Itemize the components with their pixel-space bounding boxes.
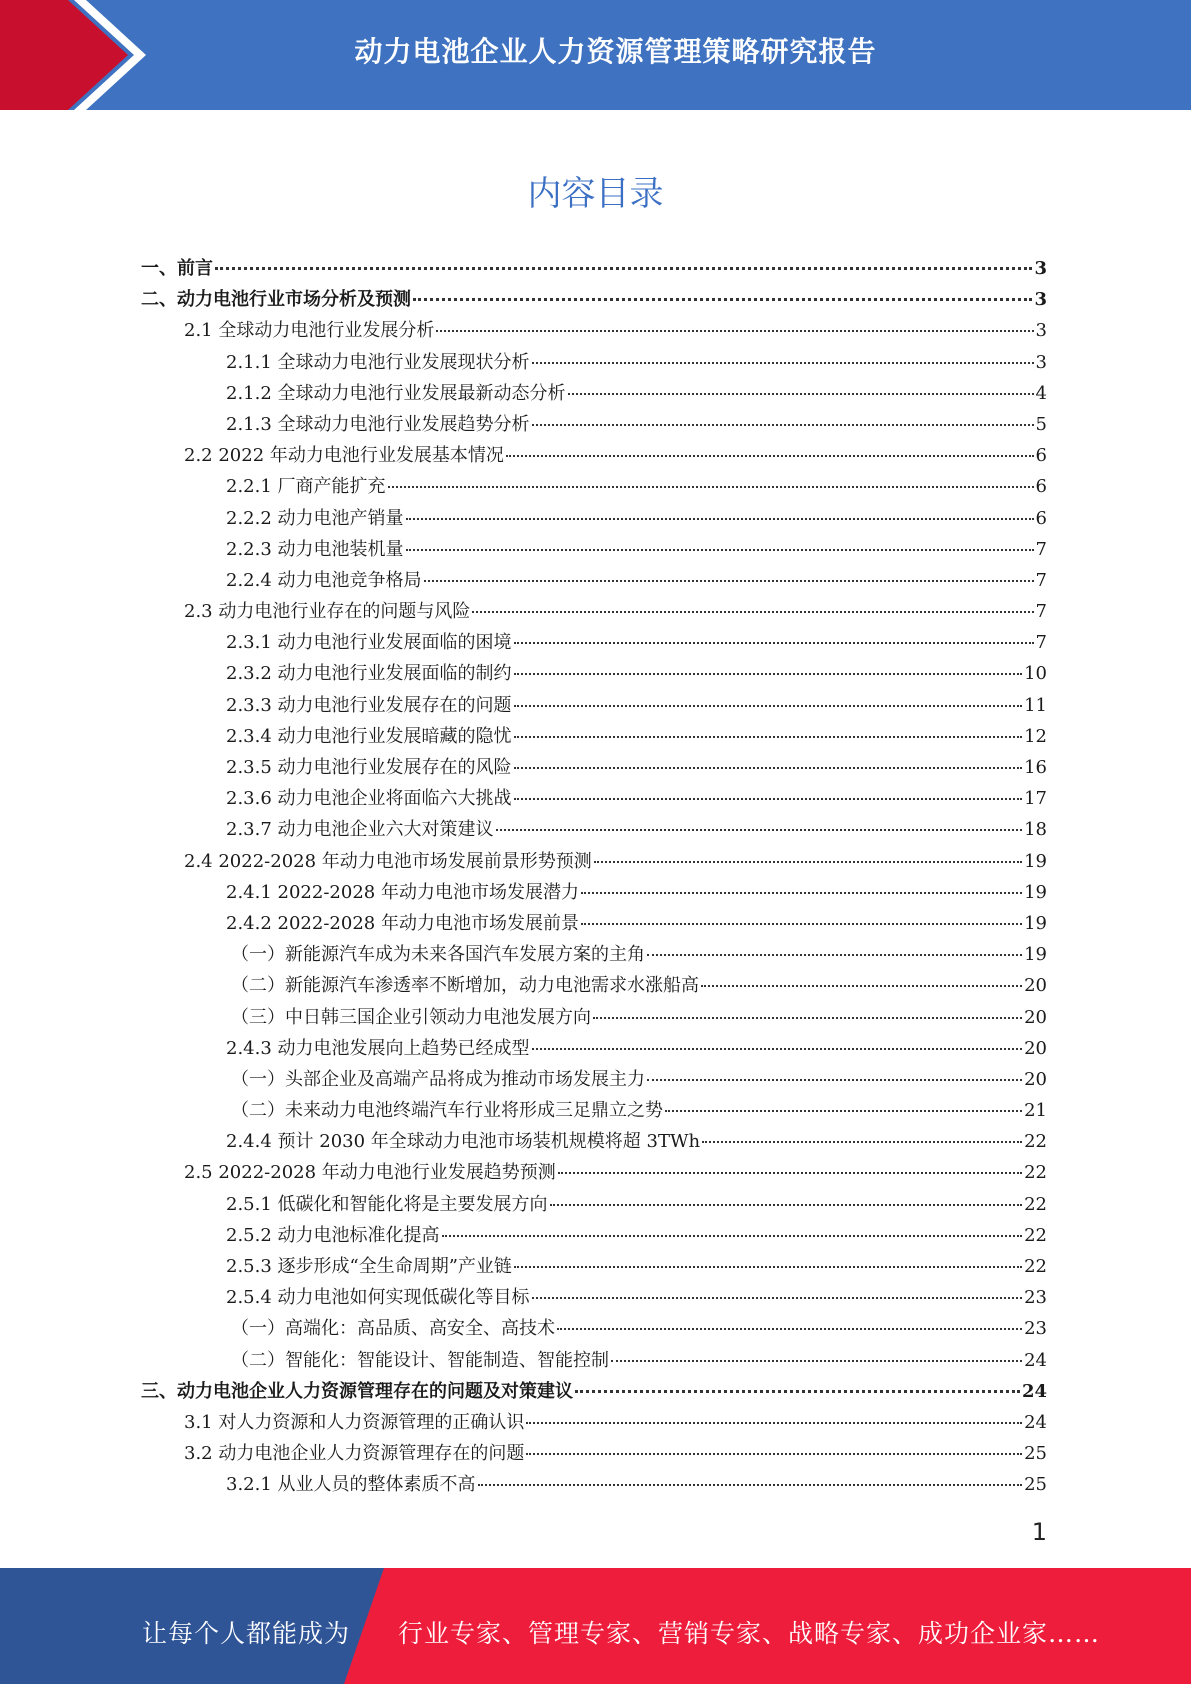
toc-entry[interactable]: [141, 1377, 1047, 1408]
toc-entry-label: （二）新能源汽车渗透率不断增加，动力电池需求水涨船高: [231, 975, 699, 997]
toc-dot-leader: [702, 1141, 1022, 1143]
toc-entry[interactable]: [141, 1470, 1047, 1501]
toc-entry-page: 3: [1035, 351, 1047, 373]
toc-dot-leader: [557, 1328, 1022, 1330]
toc-dot-leader: [436, 330, 1033, 332]
toc-entry[interactable]: [141, 628, 1047, 659]
toc-entry-label: 2.5 2022-2028 年动力电池行业发展趋势预测: [184, 1162, 556, 1184]
toc-dot-leader: [478, 1484, 1023, 1486]
toc-entry-page: 11: [1024, 694, 1047, 716]
toc-entry-label: （三）中日韩三国企业引领动力电池发展方向: [231, 1006, 591, 1028]
toc-entry-label: 3.2 动力电池企业人力资源管理存在的问题: [184, 1443, 525, 1465]
toc-entry[interactable]: [141, 1283, 1047, 1314]
toc-entry[interactable]: [141, 472, 1047, 503]
toc-entry-label: （二）智能化：智能设计、智能制造、智能控制: [231, 1349, 609, 1371]
toc-dot-leader: [514, 673, 1023, 675]
toc-entry-page: 22: [1024, 1193, 1047, 1215]
toc-entry-label: 2.3.6 动力电池企业将面临六大挑战: [226, 788, 512, 810]
toc-dot-leader: [514, 642, 1034, 644]
toc-entry-page: 20: [1024, 1037, 1047, 1059]
toc-entry-page: 19: [1024, 944, 1047, 966]
toc-dot-leader: [442, 1235, 1023, 1237]
toc-entry[interactable]: [141, 1127, 1047, 1158]
toc-entry[interactable]: [141, 597, 1047, 628]
toc-entry-label: 2.1.2 全球动力电池行业发展最新动态分析: [226, 382, 566, 404]
toc-entry-page: 20: [1024, 1006, 1047, 1028]
toc-entry[interactable]: [141, 254, 1047, 285]
toc-entry[interactable]: [141, 1034, 1047, 1065]
page-number: 1: [1031, 1518, 1047, 1546]
toc-dot-leader: [575, 1390, 1020, 1393]
toc-dot-leader: [558, 1172, 1022, 1174]
toc-entry-label: 2.1.3 全球动力电池行业发展趋势分析: [226, 413, 530, 435]
toc-entry[interactable]: [141, 1158, 1047, 1189]
toc-entry-label: 2.3.5 动力电池行业发展存在的风险: [226, 757, 512, 778]
toc-entry[interactable]: [141, 285, 1047, 316]
toc-entry-page: 6: [1035, 476, 1047, 498]
toc-dot-leader: [550, 1204, 1023, 1206]
toc-entry-page: 18: [1024, 819, 1047, 841]
toc-entry-page: 24: [1024, 1349, 1047, 1371]
toc-entry-label: 二、动力电池行业市场分析及预测: [141, 289, 411, 311]
toc-entry[interactable]: [141, 909, 1047, 940]
toc-dot-leader: [388, 486, 1034, 488]
toc-entry-label: 2.2.4 动力电池竞争格局: [226, 569, 422, 591]
toc-entry[interactable]: [141, 535, 1047, 566]
toc-entry-page: 7: [1035, 538, 1047, 560]
toc-entry-label: 2.3.1 动力电池行业发展面临的困境: [226, 632, 512, 654]
toc-entry-label: 2.1.1 全球动力电池行业发展现状分析: [226, 351, 530, 373]
toc-dot-leader: [496, 829, 1023, 831]
report-title: 动力电池企业人力资源管理策略研究报告: [354, 35, 877, 68]
toc-entry[interactable]: [141, 722, 1047, 753]
toc-entry[interactable]: [141, 1408, 1047, 1439]
toc-entry-label: 2.2.1 厂商产能扩充: [226, 476, 386, 498]
toc-entry-label: 2.5.1 低碳化和智能化将是主要发展方向: [226, 1193, 548, 1215]
toc-dot-leader: [506, 455, 1034, 457]
toc-entry-page: 6: [1035, 507, 1047, 529]
toc-entry[interactable]: [141, 1314, 1047, 1345]
toc-entry-page: 22: [1024, 1162, 1047, 1184]
toc-dot-leader: [526, 1453, 1022, 1455]
toc-dot-leader: [581, 892, 1022, 894]
toc-entry-label: 2.4 2022-2028 年动力电池市场发展前景形势预测: [184, 850, 592, 872]
toc-entry[interactable]: [141, 410, 1047, 441]
toc-dot-leader: [472, 611, 1033, 613]
toc-dot-leader: [532, 424, 1034, 426]
toc-entry[interactable]: [141, 659, 1047, 690]
toc-entry-page: 20: [1024, 1068, 1047, 1090]
toc-entry-label: 3.1 对人力资源和人力资源管理的正确认识: [184, 1411, 525, 1433]
toc-entry-label: 一、前言: [141, 258, 213, 279]
toc-entry-page: 12: [1024, 725, 1047, 747]
toc-dot-leader: [526, 1422, 1022, 1424]
toc-entry-label: 2.3 动力电池行业存在的问题与风险: [184, 601, 471, 623]
toc-entry-page: 20: [1024, 975, 1047, 997]
toc-entry-page: 23: [1024, 1287, 1047, 1309]
toc-entry-label: 2.3.7 动力电池企业六大对策建议: [226, 819, 494, 841]
page-footer: [0, 1568, 1191, 1684]
toc-entry-page: 19: [1024, 850, 1047, 872]
toc-entry-label: 2.3.3 动力电池行业发展存在的问题: [226, 694, 512, 716]
footer-slogan: 让每个人都能成为: [142, 1619, 351, 1648]
toc-entry[interactable]: [141, 971, 1047, 1002]
toc-entry-label: 2.5.3 逐步形成“全生命周期”产业链: [226, 1256, 512, 1277]
toc-dot-leader: [514, 1266, 1022, 1268]
toc-entry-label: 2.3.4 动力电池行业发展暗藏的隐忧: [226, 725, 512, 747]
toc-entry[interactable]: [141, 815, 1047, 846]
toc-entry[interactable]: [141, 847, 1047, 878]
toc-entry-page: 10: [1024, 663, 1047, 685]
toc-entry-page: 22: [1024, 1256, 1047, 1277]
toc-entry[interactable]: [141, 1065, 1047, 1096]
toc-dot-leader: [406, 518, 1034, 520]
toc-dot-leader: [215, 267, 1032, 270]
toc-entry-page: 4: [1035, 382, 1047, 404]
toc-entry[interactable]: [141, 348, 1047, 379]
toc-entry-page: 22: [1024, 1131, 1047, 1153]
toc-dot-leader: [665, 1110, 1022, 1112]
toc-entry[interactable]: [141, 784, 1047, 815]
toc-entry-page: 25: [1024, 1474, 1047, 1496]
toc-dot-leader: [593, 1017, 1022, 1019]
toc-entry[interactable]: [141, 379, 1047, 410]
toc-entry[interactable]: [141, 1190, 1047, 1221]
toc-entry[interactable]: [141, 441, 1047, 472]
toc-entry[interactable]: [141, 1346, 1047, 1377]
toc-dot-leader: [514, 767, 1023, 769]
toc-entry-label: 2.4.4 预计 2030 年全球动力电池市场装机规模将超 3TWh: [226, 1131, 701, 1153]
toc-entry-page: 7: [1035, 601, 1047, 623]
toc-entry-page: 16: [1024, 757, 1047, 778]
page-header: [0, 0, 1191, 110]
toc-heading: 内容目录: [527, 174, 664, 214]
toc-dot-leader: [413, 298, 1032, 301]
toc-entry-page: 3: [1034, 289, 1047, 311]
toc-entry-page: 19: [1024, 912, 1047, 934]
toc-entry-label: 2.2.2 动力电池产销量: [226, 507, 404, 529]
toc-entry[interactable]: [141, 940, 1047, 971]
toc-entry-label: 2.5.2 动力电池标准化提高: [226, 1224, 440, 1246]
toc-entry-page: 3: [1035, 320, 1047, 342]
toc-entry[interactable]: [141, 316, 1047, 347]
toc-entry-label: 2.2 2022 年动力电池行业发展基本情况: [184, 445, 504, 467]
toc-dot-leader: [568, 393, 1034, 395]
table-of-contents: [141, 254, 1047, 1502]
toc-entry-label: 3.2.1 从业人员的整体素质不高: [226, 1474, 476, 1496]
toc-dot-leader: [532, 362, 1034, 364]
toc-entry-page: 17: [1024, 788, 1047, 810]
toc-entry[interactable]: [141, 504, 1047, 535]
toc-entry[interactable]: [141, 878, 1047, 909]
toc-entry-label: 2.1 全球动力电池行业发展分析: [184, 320, 435, 342]
toc-entry-label: 2.4.2 2022-2028 年动力电池市场发展前景: [226, 912, 579, 934]
footer-roles: 行业专家、管理专家、营销专家、战略专家、成功企业家……: [398, 1619, 1101, 1648]
toc-entry-label: （一）头部企业及高端产品将成为推动市场发展主力: [231, 1068, 645, 1090]
toc-entry[interactable]: [141, 1003, 1047, 1034]
toc-entry-label: 2.4.3 动力电池发展向上趋势已经成型: [226, 1037, 530, 1059]
toc-entry-label: 2.5.4 动力电池如何实现低碳化等目标: [226, 1287, 530, 1309]
toc-entry-page: 23: [1024, 1318, 1047, 1340]
toc-dot-leader: [514, 798, 1023, 800]
toc-entry-label: （一）新能源汽车成为未来各国汽车发展方案的主角: [231, 944, 645, 966]
toc-entry-page: 3: [1034, 258, 1047, 279]
toc-entry[interactable]: [141, 566, 1047, 597]
toc-entry-page: 7: [1035, 569, 1047, 591]
toc-dot-leader: [647, 1079, 1022, 1081]
toc-entry-page: 21: [1024, 1100, 1047, 1122]
toc-entry-label: 2.4.1 2022-2028 年动力电池市场发展潜力: [226, 881, 579, 903]
toc-entry-label: 三、动力电池企业人力资源管理存在的问题及对策建议: [141, 1380, 573, 1402]
toc-entry[interactable]: [141, 1439, 1047, 1470]
toc-entry[interactable]: [141, 1221, 1047, 1252]
toc-entry-page: 22: [1024, 1224, 1047, 1246]
toc-entry-page: 25: [1024, 1443, 1047, 1465]
toc-entry[interactable]: [141, 753, 1047, 784]
toc-dot-leader: [647, 954, 1022, 956]
toc-entry-label: （二）未来动力电池终端汽车行业将形成三足鼎立之势: [231, 1100, 663, 1122]
toc-entry-page: 19: [1024, 881, 1047, 903]
toc-dot-leader: [406, 549, 1034, 551]
toc-dot-leader: [611, 1360, 1022, 1362]
toc-entry[interactable]: [141, 1252, 1047, 1283]
toc-entry-label: 2.3.2 动力电池行业发展面临的制约: [226, 663, 512, 685]
toc-dot-leader: [594, 861, 1022, 863]
toc-dot-leader: [514, 705, 1023, 707]
toc-dot-leader: [701, 985, 1022, 987]
toc-entry-page: 24: [1024, 1411, 1047, 1433]
toc-entry[interactable]: [141, 1096, 1047, 1127]
toc-entry-label: （一）高端化：高品质、高安全、高技术: [231, 1318, 555, 1340]
toc-dot-leader: [514, 736, 1023, 738]
toc-entry-page: 7: [1035, 632, 1047, 654]
toc-dot-leader: [424, 580, 1034, 582]
toc-dot-leader: [581, 923, 1022, 925]
toc-entry[interactable]: [141, 691, 1047, 722]
toc-dot-leader: [532, 1297, 1023, 1299]
toc-entry-page: 5: [1035, 413, 1047, 435]
toc-dot-leader: [532, 1048, 1023, 1050]
toc-entry-page: 24: [1021, 1380, 1047, 1402]
toc-entry-label: 2.2.3 动力电池装机量: [226, 538, 404, 560]
toc-entry-page: 6: [1035, 445, 1047, 467]
